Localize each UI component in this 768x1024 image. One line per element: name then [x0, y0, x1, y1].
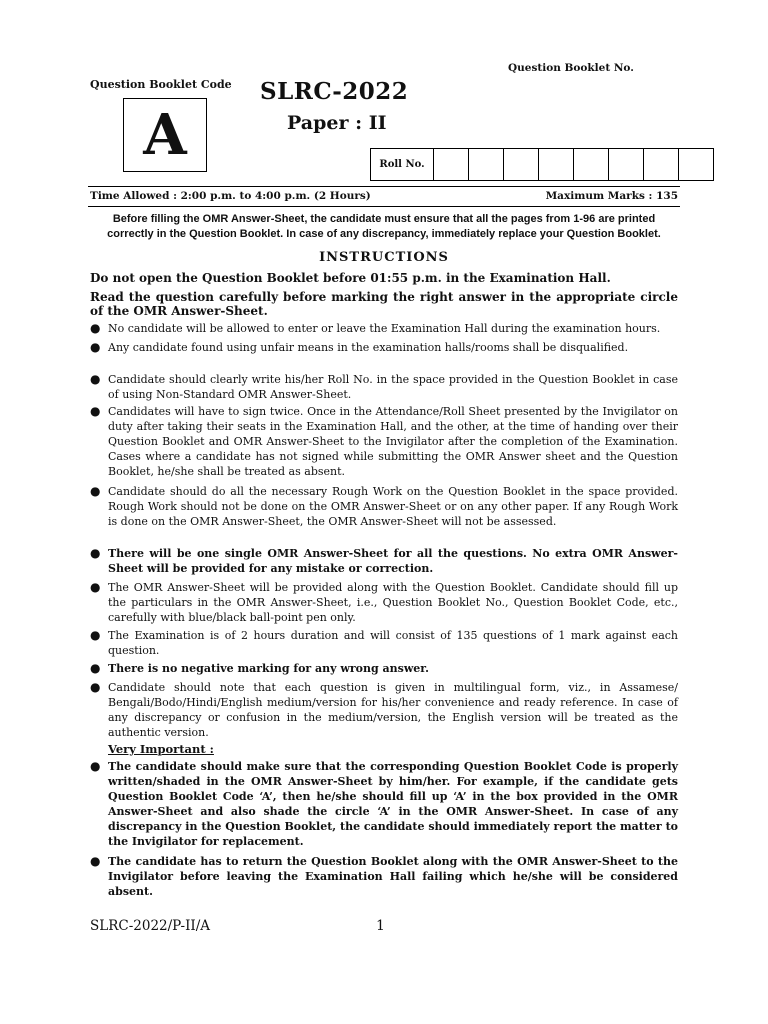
footer-paper-code: SLRC-2022/P-II/A	[90, 918, 211, 934]
list-item: ● There is no negative marking for any wrong answer.	[90, 661, 429, 675]
list-item: ● The OMR Answer-Sheet will be provided along with the Question Booklet. Candidate should fill up the particulars in the OMR Answer-Sheet, i.e., Question Booklet No., Question Booklet Code, etc., carefully with blue/black ball-point pen only.	[90, 580, 678, 624]
list-item: ● The Examination is of 2 hours duration and will consist of 135 questions of 1 mark against each question.	[90, 628, 678, 657]
very-important-label: Very Important :	[108, 742, 214, 756]
bullet-icon: ●	[90, 546, 101, 560]
question-booklet-code-label: Question Booklet Code	[90, 78, 232, 91]
list-item: ● The candidate has to return the Question Booklet along with the OMR Answer-Sheet to the Invigilator before leaving the Examination Hall failing which he/she will be considered absent.	[90, 854, 678, 898]
bullet-icon: ●	[90, 628, 101, 642]
bullet-icon: ●	[90, 580, 101, 594]
roll-number-label: Roll No.	[371, 149, 434, 180]
list-item: ● Any candidate found using unfair means in the examination halls/rooms shall be disqualified.	[90, 340, 629, 354]
roll-digit-box[interactable]	[609, 149, 644, 180]
page-number: 1	[376, 918, 385, 934]
paper-label: Paper : II	[287, 112, 387, 134]
bullet-icon: ●	[90, 321, 101, 335]
instructions-heading: INSTRUCTIONS	[319, 250, 449, 265]
roll-digit-box[interactable]	[434, 149, 469, 180]
bullet-icon: ●	[90, 854, 101, 868]
bullet-icon: ●	[90, 484, 101, 498]
roll-number-grid[interactable]	[370, 148, 714, 181]
divider-top	[88, 186, 680, 187]
intro-line-open-booklet: Do not open the Question Booklet before 01:55 p.m. in the Examination Hall.	[90, 271, 611, 285]
roll-digit-box[interactable]	[504, 149, 539, 180]
list-item: ● Candidate should do all the necessary Rough Work on the Question Booklet in the space provided. Rough Work should not be done on the OMR Answer-Sheet or on any other paper. If any Rough Work is done on the OMR Answer-Sheet, the OMR Answer-Sheet will not be assessed.	[90, 484, 678, 528]
bullet-icon: ●	[90, 680, 101, 694]
bullet-icon: ●	[90, 661, 101, 675]
page-check-notice: Before filling the OMR Answer-Sheet, the candidate must ensure that all the pages from 1-96 are printed correctly in the Question Booklet. In case of any discrepancy, immediately replace your Question Booklet.	[107, 213, 661, 240]
roll-digit-box[interactable]	[679, 149, 713, 180]
bullet-icon: ●	[90, 759, 101, 773]
maximum-marks: Maximum Marks : 135	[545, 190, 678, 202]
list-item: ● Candidate should clearly write his/her Roll No. in the space provided in the Question Booklet in case of using Non-Standard OMR Answer-Sheet.	[90, 372, 678, 401]
question-booklet-no-label: Question Booklet No.	[508, 62, 634, 74]
list-item: ● Candidate should note that each question is given in multilingual form, viz., in Assamese/ Bengali/Bodo/Hindi/English medium/version for his/her convenience and ready reference. In case of any discrepancy or confusion in the medium/version, the English version will be treated as the authentic version.	[90, 680, 678, 739]
bullet-icon: ●	[90, 404, 101, 418]
intro-line-read-question: Read the question carefully before marking the right answer in the appropriate circle of the OMR Answer-Sheet.	[90, 290, 678, 318]
list-item: ● Candidates will have to sign twice. Once in the Attendance/Roll Sheet presented by the Invigilator on duty after taking their seats in the Examination Hall, and the other, at the time of handing over their Question Booklet and OMR Answer-Sheet to the Invigilator after the completion of the Examination. Cases where a candidate has not signed while submitting the OMR Answer sheet and the Question Booklet, he/she shall be treated as absent.	[90, 404, 678, 478]
time-allowed: Time Allowed : 2:00 p.m. to 4:00 p.m. (2 Hours)	[90, 190, 371, 202]
exam-title: SLRC-2022	[260, 78, 409, 105]
list-item: ● There will be one single OMR Answer-Sheet for all the questions. No extra OMR Answer-Sheet will be provided for any mistake or correction.	[90, 546, 678, 575]
bullet-icon: ●	[90, 372, 101, 386]
roll-digit-box[interactable]	[644, 149, 679, 180]
divider-bottom	[88, 206, 680, 207]
list-item: ● The candidate should make sure that the corresponding Question Booklet Code is properly written/shaded in the OMR Answer-Sheet by him/her. For example, if the candidate gets Question Booklet Code ‘A’, then he/she should fill up ‘A’ in the box provided in the OMR Answer-Sheet and also shade the circle ‘A’ in the OMR Answer-Sheet. In case of any discrepancy in the Question Booklet, the candidate should immediately report the matter to the Invigilator for replacement.	[90, 759, 678, 848]
list-item: ● No candidate will be allowed to enter or leave the Examination Hall during the examination hours.	[90, 321, 661, 335]
roll-digit-box[interactable]	[539, 149, 574, 180]
roll-digit-box[interactable]	[574, 149, 609, 180]
booklet-code-box: A	[123, 98, 207, 172]
roll-digit-box[interactable]	[469, 149, 504, 180]
bullet-icon: ●	[90, 340, 101, 354]
